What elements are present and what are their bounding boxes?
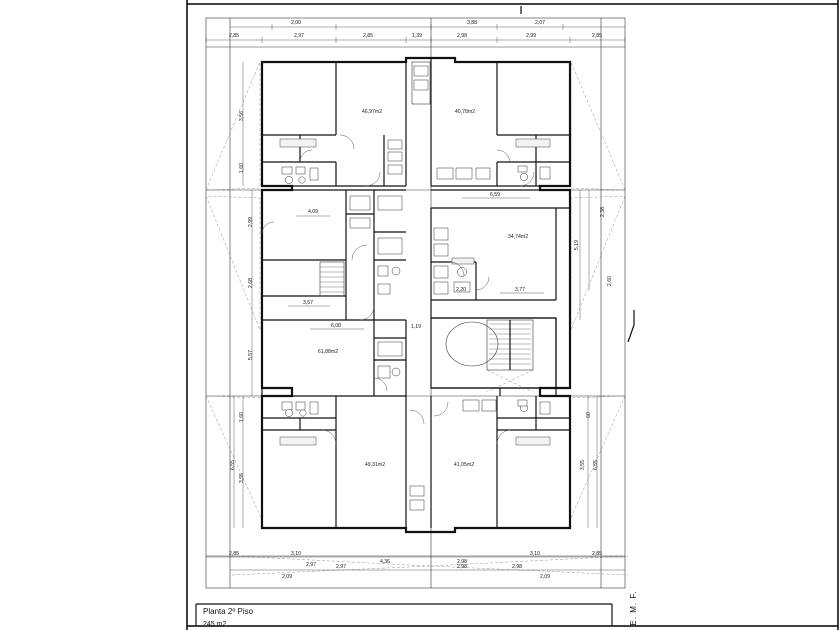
dim-left-2: 2,99 (248, 216, 254, 228)
dim-right-5: 60 (586, 412, 592, 418)
dim-bot-inner-5: 3,10 (529, 551, 541, 557)
interior-dim-4: 1,19 (410, 324, 422, 330)
dim-top-inner-5: 2,99 (525, 33, 537, 39)
dim-left-1: 1,60 (239, 162, 245, 174)
dim-left-4: 5,57 (248, 349, 254, 361)
dim-top-inner-0: 2,85 (228, 33, 240, 39)
dim-bot-inner-4: 2,98 (456, 559, 468, 565)
sheet-subtitle: 245 m2 (203, 621, 227, 628)
dim-bot-extra: 2,98 (511, 564, 523, 570)
dim-top-inner-2: 2,85 (362, 33, 374, 39)
dim-right-3: 3,55 (580, 459, 586, 471)
dim-bot-outer-1: 2,97 (335, 564, 347, 570)
interior-dim-3: 6,08 (330, 323, 342, 329)
dim-right-1: 5,19 (574, 239, 580, 251)
area-label-5: 41,05m2 (453, 462, 475, 468)
dim-top-inner-3: 1,39 (411, 33, 423, 39)
dim-left-0: 3,56 (239, 110, 245, 122)
dim-bot-outer-2: 2,98 (456, 564, 468, 570)
sheet-title: Planta 2º Piso (203, 607, 254, 616)
dim-bot-inner-1: 3,10 (290, 551, 302, 557)
dim-right-4: 6,55 (593, 459, 599, 471)
area-label-2: 34,74m2 (507, 234, 529, 240)
dim-right-0: 2,38 (600, 206, 606, 218)
dim-top-outer-2: 2,07 (534, 20, 546, 26)
dim-top-inner-1: 2,97 (293, 33, 305, 39)
side-label: E. M. F. (629, 590, 638, 626)
dim-bot-outer-0: 2,09 (281, 574, 293, 580)
dim-top-inner-6: 2,85 (591, 33, 603, 39)
sheet-frame (186, 0, 840, 630)
dim-bot-inner-6: 2,85 (591, 551, 603, 557)
side-label-group (629, 590, 638, 625)
dim-left-6: 3,55 (239, 472, 245, 484)
area-label-1: 40,78m2 (454, 109, 476, 115)
dim-top-outer-0: 2,00 (290, 20, 302, 26)
interior-dim-6: 3,77 (514, 287, 526, 293)
dim-bot-inner-0: 2,85 (228, 551, 240, 557)
dim-left-3: 2,68 (248, 277, 254, 289)
area-label-0: 46,97m2 (361, 109, 383, 115)
dim-top-outer-1: 3,88 (466, 20, 478, 26)
dim-left-5: 1,60 (239, 411, 245, 423)
dim-bot-inner-3: 4,36 (379, 559, 391, 565)
interior-dim-5: 2,20 (455, 287, 467, 293)
dim-top-inner-4: 2,98 (456, 33, 468, 39)
interior-dim-1: 6,59 (489, 192, 501, 198)
interior-dim-0: 4,09 (307, 209, 319, 215)
dim-right-2: 2,60 (607, 275, 613, 287)
area-label-4: 49,31m2 (364, 462, 386, 468)
dim-bot-outer-3: 2,09 (539, 574, 551, 580)
dim-left-7: 6,55 (230, 459, 236, 471)
area-label-3: 61,88m2 (317, 349, 339, 355)
dim-bot-inner-2: 2,97 (305, 562, 317, 568)
interior-dim-2: 3,57 (302, 300, 314, 306)
